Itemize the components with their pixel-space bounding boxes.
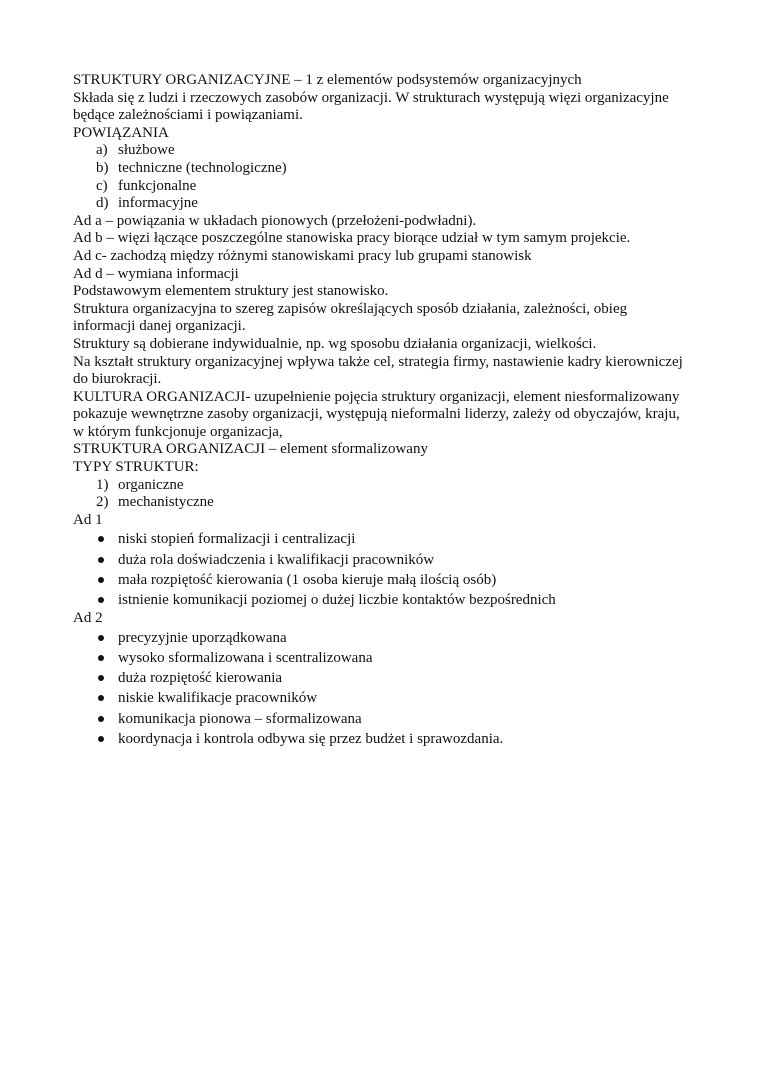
- ad2-bullet-list: [73, 628, 693, 749]
- ad2-heading: Ad 2: [73, 610, 103, 627]
- bullet-item: [73, 590, 693, 610]
- paragraph: Struktura organizacyjna to szereg zapisów określających sposób działania, zależności, obieg informacji danej organizacji.: [73, 300, 628, 335]
- ad-b-line: Ad b – więzi łączące poszczególne stanowiska pracy biorące udział w tym samym projekcie.: [73, 230, 631, 247]
- powiazania-list: [73, 142, 693, 212]
- list-item: [73, 477, 693, 495]
- list-item-text: informacyjne: [118, 195, 198, 212]
- bullet-icon: [98, 635, 104, 641]
- struktura-line: STRUKTURA ORGANIZACJI – element sformalizowany: [73, 441, 428, 458]
- bullet-item: [73, 729, 693, 749]
- bullet-icon: [98, 597, 104, 603]
- ad-a-line: Ad a – powiązania w układach pionowych (przełożeni-podwładni).: [73, 212, 477, 229]
- doc-title-line: STRUKTURY ORGANIZACYJNE – 1 z elementów podsystemów organizacyjnych: [73, 72, 582, 88]
- document-body: [73, 72, 693, 749]
- ad1-heading: Ad 1: [73, 511, 103, 528]
- list-marker: c): [96, 177, 108, 194]
- powiazania-heading: POWIĄZANIA: [73, 124, 169, 141]
- bullet-icon: [98, 536, 104, 542]
- bullet-icon: [98, 675, 104, 681]
- ad-c-line: Ad c- zachodzą między różnymi stanowiskami pracy lub grupami stanowisk: [73, 247, 532, 264]
- bullet-icon: [98, 716, 104, 722]
- bullet-item: [73, 709, 693, 729]
- kultura-paragraph: KULTURA ORGANIZACJI- uzupełnienie pojęcia struktury organizacji, element niesformalizowany pokazuje wewnętrzne zasoby organizacji, występują nieformalni liderzy, zależy od obyczajów, kraju, w którym funkcjonuje organizacja,: [73, 388, 680, 440]
- bullet-icon: [98, 736, 104, 742]
- bullet-text: precyzyjnie uporządkowana: [118, 629, 287, 646]
- list-marker: b): [96, 159, 109, 176]
- list-item: [73, 178, 693, 196]
- bullet-text: komunikacja pionowa – sformalizowana: [118, 710, 362, 727]
- typy-heading: TYPY STRUKTUR:: [73, 459, 199, 476]
- bullet-text: niskie kwalifikacje pracowników: [118, 690, 318, 707]
- bullet-item: [73, 648, 693, 668]
- typy-list: [73, 477, 693, 512]
- bullet-icon: [98, 557, 104, 563]
- list-item-text: techniczne (technologiczne): [118, 159, 287, 176]
- bullet-item: [73, 688, 693, 708]
- bullet-text: duża rola doświadczenia i kwalifikacji pracowników: [118, 551, 435, 568]
- ad-d-line: Ad d – wymiana informacji: [73, 265, 239, 282]
- bullet-text: niski stopień formalizacji i centralizacji: [118, 531, 356, 548]
- bullet-icon: [98, 695, 104, 701]
- ad1-bullet-list: [73, 529, 693, 610]
- bullet-item: [73, 628, 693, 648]
- paragraph: Podstawowym elementem struktury jest stanowisko.: [73, 283, 389, 300]
- list-marker: 1): [96, 476, 109, 493]
- bullet-item: [73, 570, 693, 590]
- bullet-item: [73, 529, 693, 549]
- intro-paragraph: Składa się z ludzi i rzeczowych zasobów organizacji. W strukturach występują więzi organizacyjne będące zależnościami i powiązaniami.: [73, 89, 669, 124]
- bullet-icon: [98, 655, 104, 661]
- list-marker: d): [96, 195, 109, 212]
- list-marker: a): [96, 142, 108, 159]
- paragraph: Na kształt struktury organizacyjnej wpływa także cel, strategia firmy, nastawienie kadry kierowniczej do biurokracji.: [73, 353, 683, 388]
- bullet-item: [73, 668, 693, 688]
- bullet-text: koordynacja i kontrola odbywa się przez budżet i sprawozdania.: [118, 730, 504, 747]
- bullet-text: mała rozpiętość kierowania (1 osoba kieruje małą ilością osób): [118, 571, 497, 588]
- list-item: [73, 142, 693, 160]
- list-item-text: służbowe: [118, 142, 175, 159]
- list-marker: 2): [96, 494, 109, 511]
- bullet-text: wysoko sformalizowana i scentralizowana: [118, 650, 373, 667]
- paragraph: Struktury są dobierane indywidualnie, np. wg sposobu działania organizacji, wielkości.: [73, 335, 597, 352]
- bullet-icon: [98, 577, 104, 583]
- list-item-text: organiczne: [118, 476, 184, 493]
- list-item-text: funkcjonalne: [118, 177, 197, 194]
- list-item: [73, 160, 693, 178]
- list-item: [73, 494, 693, 512]
- bullet-item: [73, 550, 693, 570]
- bullet-text: duża rozpiętość kierowania: [118, 670, 283, 687]
- list-item-text: mechanistyczne: [118, 494, 214, 511]
- bullet-text: istnienie komunikacji poziomej o dużej liczbie kontaktów bezpośrednich: [118, 592, 556, 609]
- list-item: [73, 195, 693, 213]
